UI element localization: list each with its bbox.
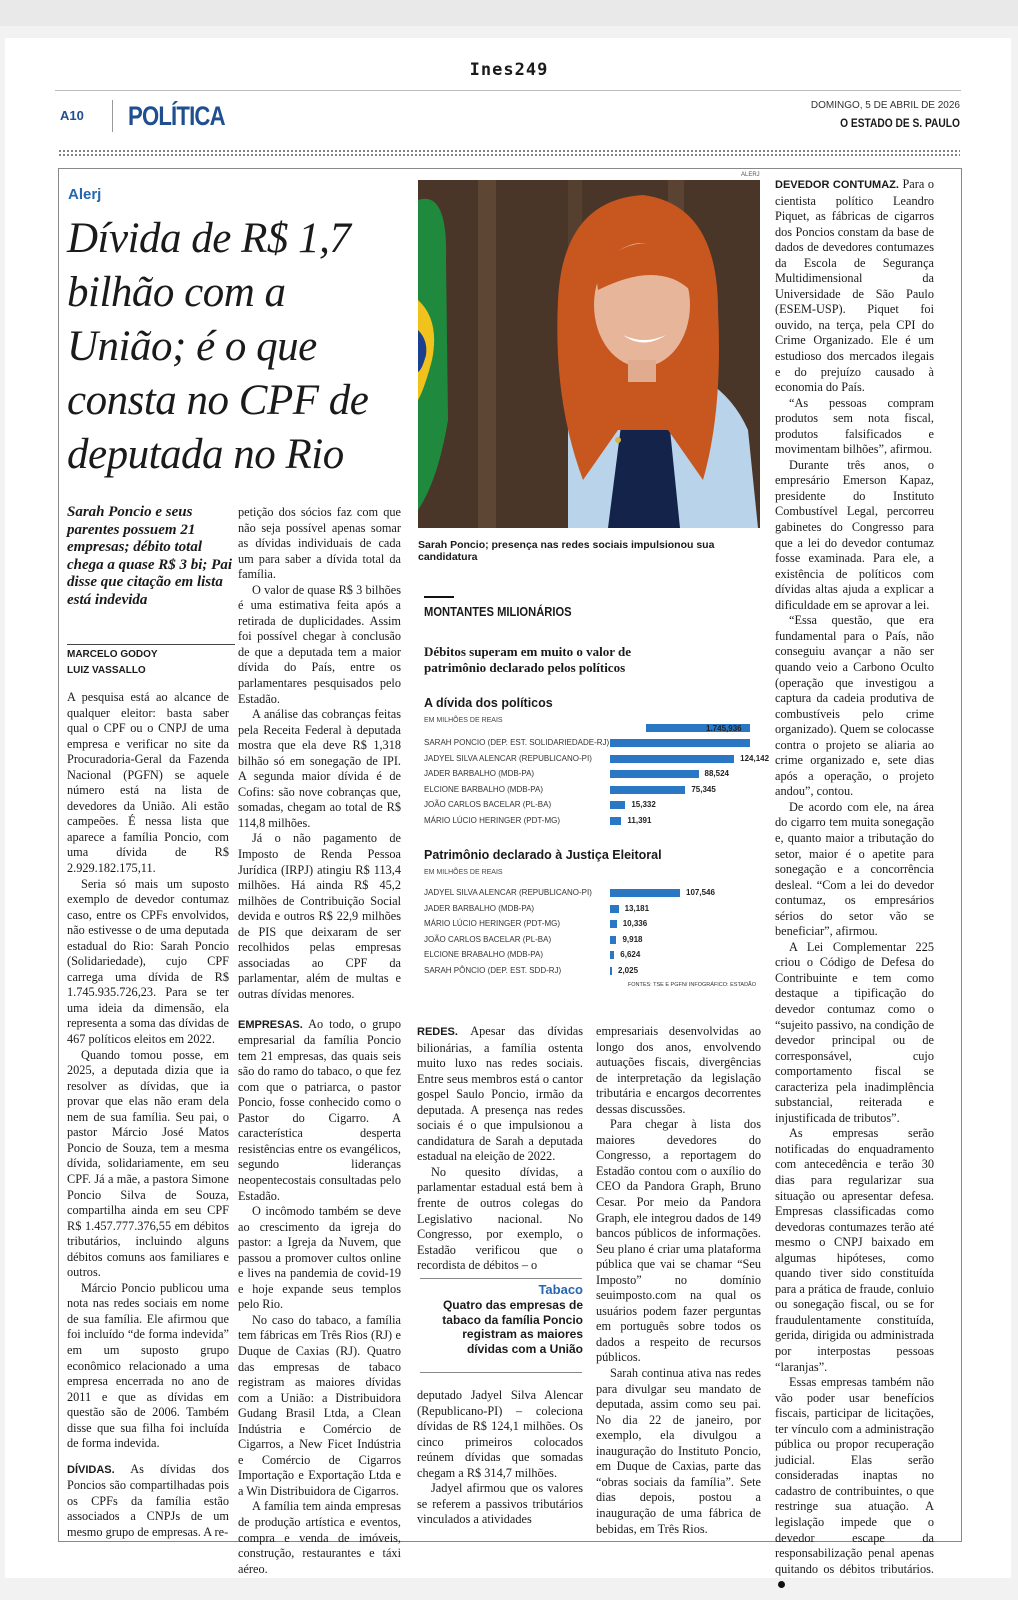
chart-category-label: MÁRIO LÚCIO HERINGER (PDT-MG) (424, 815, 561, 825)
infographic-rule (424, 596, 454, 598)
paragraph: A análise das cobranças feitas pela Receita Federal à deputada mostra que ela deve R$ 1,318 bilhão só em sonegação de IPI. A segunda maior dívida é de Cofins: são nove cobranças que, somadas, chegam ao total de R$ 114,8 milhões. (238, 707, 401, 830)
paragraph: A pesquisa está ao alcance de qualquer eleitor: basta saber qual o CPF ou o CNPJ de uma empresa e verificar no site da Procuradoria-Geral da Fazenda Nacional (PGFN) se aquele número está na lista de devedores da União. Ali estão campeões. É nessa lista que aparece a família Poncio, com uma dívida de R$ 2.929.182.175,11. (67, 690, 229, 876)
chart-bar (610, 905, 619, 913)
chart-category-label: JADYEL SILVA ALENCAR (REPUBLICANO-PI) (424, 888, 592, 897)
dotted-divider (58, 149, 960, 157)
header-rule (55, 90, 961, 91)
paragraph (775, 177, 934, 396)
paper-name: O ESTADO DE S. PAULO (840, 116, 960, 130)
chart-value-label: 75,345 (691, 784, 716, 794)
byline (67, 644, 235, 679)
chart-value-label: 9,918 (622, 934, 643, 944)
chart-bar (610, 967, 612, 975)
paragraph (775, 1375, 934, 1593)
chart-value-label: 11,391 (627, 815, 652, 825)
paragraph: Márcio Poncio publicou uma nota nas redes sociais em nome de sua família. Ele afirmou que foi incluído “de forma indevida” em um suposto grupo econômico relacionado a uma empresa encerrada no ano de 2011 e que as dívidas em questão são de 2006. Também disse que sua filha foi incluída de forma indevida. (67, 1280, 229, 1451)
chart-category-label: SARAH PONCIO (DEP. EST. SOLIDARIEDADE-RJ) (424, 738, 610, 747)
chart-category-label: JADYEL SILVA ALENCAR (REPUBLICANO-PI) (424, 753, 592, 763)
chart-bar (610, 889, 680, 897)
paragraph: A Lei Complementar 225 criou o Código de Defesa do Contribuinte e tem como destaque a tipificação do devedor contumaz como o “sujeito passivo, na condição de devedor principal ou de corresponsável, cujo comportamento fiscal se caracteriza pela inadimplência substancial, reiterada e injustificada de tributos”. (775, 939, 934, 1125)
chart-unit-assets: EM MILHÕES DE REAIS (424, 869, 503, 876)
infographic (418, 596, 770, 996)
end-mark (778, 1581, 785, 1588)
lead-in: EMPRESAS. (238, 1018, 303, 1031)
paragraph: “As pessoas compram produtos sem nota fiscal, produtos falsificados e movimentam bilhões”, afirmou. (775, 395, 934, 457)
paragraph: Jadyel afirmou que os valores se referem a passivos tributários vinculados a atividades (417, 1481, 583, 1527)
paragraph-text: As dívidas dos Poncios são compartilhadas pois os CPFs da família estão associados a CNPJs de um mesmo grupo de empresas. A re- (67, 1461, 229, 1539)
chart-category-label: JOÃO CARLOS BACELAR (PL-BA) (424, 934, 552, 944)
chart-category-label: JADER BARBALHO (MDB-PA) (424, 769, 535, 778)
sidebar-tag: Tabaco (538, 1282, 583, 1297)
paragraph-text: Apesar das dívidas bilionárias, a família ostenta muito luxo nas redes sociais. Entre seus membros está o cantor gospel Saulo Poncio, irmão da deputada. A presença nas redes sociais é o que impulsionou a candidatura de Sarah a deputada estadual na eleição de 2022. (417, 1024, 583, 1164)
text-column-3b (417, 1388, 583, 1528)
text-column-3 (417, 1024, 583, 1274)
chart-category-label: SARAH PÔNCIO (DEP. EST. SDD-RJ) (424, 965, 562, 975)
chart-bar (610, 951, 614, 959)
sidebar-rule-top (420, 1278, 582, 1279)
chart-bar (610, 936, 616, 944)
top-bar (0, 0, 1018, 26)
chart-heading-debts: A dívida dos políticos (424, 696, 553, 710)
subheadline: Sarah Poncio e seus parentes possuem 21 empresas; débito total chega a quase R$ 3 bi; Pai disse que citação em lista está indevida (67, 504, 232, 608)
paragraph: A família tem ainda empresas de produção artística e eventos, compra e venda de imóveis, construção, restaurantes e táxi aéreo. (238, 1499, 401, 1576)
portrait-illustration (418, 180, 760, 528)
chart-bar (610, 920, 617, 928)
chart-bar (610, 801, 625, 809)
chart-category-label: JOÃO CARLOS BACELAR (PL-BA) (424, 800, 552, 809)
watermark-handle: Ines249 (469, 60, 549, 80)
paragraph-text: Para o cientista político Leandro Piquet, as fábricas de cigarros dos Poncios constam da base de dados de devedores contumazes da Escola de Segurança Multidimensional da Universidade de São Paulo (ESEM-USP). Piquet foi ouvido, na terça, pela CPI do Crime Organizado. Ele é um estudioso dos mercados ilegais e do prejuízo causado à economia do País. (775, 177, 934, 395)
infographic-subtitle: Débitos superam em muito o valor de patrimônio declarado pelos políticos (424, 644, 632, 675)
paragraph-text: Ao todo, o grupo empresarial da família Poncio tem 21 empresas, das quais seis são do ramo do tabaco, o que fez com que o patriarca, o pastor Poncio, fosse conhecido como o Pastor do Cigarro. A característica desperta resistências entre os evangélicos, segundo lideranças neopentecostais consultadas pelo Estadão. (238, 1016, 401, 1203)
chart-value-label: 1.745,936 (706, 724, 742, 733)
chart-bar (610, 770, 699, 778)
chart-category-label: JADER BARBALHO (MDB-PA) (424, 903, 535, 913)
chart-value-label: 6,624 (620, 950, 641, 959)
text-column-2 (238, 505, 401, 1577)
paragraph: Para chegar à lista dos maiores devedores do Congresso, a reportagem do Estadão contou com o auxílio do CEO da Pandora Graph, Bruno Cesar. Por meio da Pandora Graph, ele integrou dados de 149 bancos públicos de informações. Seu plano é criar uma plataforma pública que vai se chamar “Seu Imposto” no domínio seuimposto.com na qual os usuários podem fazer perguntas em português sobre todos os dados a respeito de recursos públicos. (596, 1117, 761, 1365)
chart-category-label: MÁRIO LÚCIO HERINGER (PDT-MG) (424, 919, 561, 928)
text-column-5 (775, 177, 934, 1593)
section-title: POLÍTICA (128, 101, 225, 131)
paragraph: Sarah continua ativa nas redes para divulgar seu mandato de deputada, assim como seu pai. No dia 22 de janeiro, por exemplo, ela divulgou a inauguração do Instituto Poncio, em Duque de Caxias, parte das “obras sociais da família”. Sete dias depois, postou a inauguração de uma fábrica de bebidas, em Três Rios. (596, 1366, 761, 1536)
chart-unit-debts: EM MILHÕES DE REAIS (424, 717, 503, 724)
sidebar-text: Quatro das empresas de tabaco da família Poncio registram as maiores dívidas com a União (442, 1298, 583, 1356)
author-name: LUIZ VASSALLO (67, 665, 146, 676)
paragraph: Já o não pagamento de Imposto de Renda Pessoa Jurídica (IRPJ) atingiu R$ 113,4 milhões. Há ainda R$ 45,2 milhões de Contribuição Social devida e outros R$ 22,9 milhões de PIS que deixaram de ser recolhidos pelas empresas associadas ao CPF da parlamentar, além de multas e outras dívidas menores. (238, 831, 401, 1001)
chart-value-label: 88,524 (704, 769, 729, 778)
paragraph: Seria só mais um suposto exemplo de devedor contumaz caso, entre os CPFs envolvidos, não estivesse o de uma deputada estadual do Rio: Sarah Poncio (Solidariedade), cujo CPF carrega uma dívida de R$ 1.745.935.726,23. Para se ter uma ideia da dimensão, ela representa a soma das dívidas de 467 políticos eleitos em 2022. (67, 876, 229, 1047)
lead-in: REDES. (417, 1026, 458, 1038)
paragraph: No quesito dívidas, a parlamentar estadual está bem à frente de outros colegas do Legislativo nacional. No Congresso, por exemplo, o Estadão verificou que o recordista de débitos – o (417, 1164, 583, 1273)
infographic-title: MONTANTES MILIONÁRIOS (424, 604, 572, 619)
header-separator (112, 100, 113, 132)
chart-value-label: 15,332 (631, 800, 656, 809)
author-name: MARCELO GODOY (67, 649, 158, 660)
page-number: A10 (60, 108, 84, 123)
text-column-4 (596, 1024, 761, 1537)
chart-source: FONTES: TSE E PGFN/ INFOGRÁFICO: ESTADÃO (627, 982, 756, 988)
chart-value-label: 13,181 (624, 903, 650, 913)
chart-category-label: ELCIONE BRABALHO (MDB-PA) (424, 950, 543, 959)
paragraph (67, 1462, 229, 1541)
chart-bar (610, 817, 621, 825)
text-column-1 (67, 690, 229, 1541)
chart-value-label: 124,142 (740, 753, 770, 763)
sidebar-callout (428, 1282, 583, 1356)
paragraph: No caso do tabaco, a família tem fábricas em Três Rios (RJ) e Duque de Caxias (RJ). Quatro das empresas de tabaco registram as maiores dívidas com a União: a Distribuidora Gudang Brasil Ltda, a Clean Indústria e Comércio de Cigarros, a New Ficet Indústria e Comércio de Cigarros Importação e Exportação Ltda e a Win Distribuidora de Cigarros. (238, 1312, 401, 1498)
paragraph: empresariais desenvolvidas ao longo dos anos, envolvendo autuações fiscais, divergências de interpretação da legislação tributária e encargos decorrentes dessas discussões. (596, 1024, 761, 1116)
chart-value-label: 2,025 (618, 965, 639, 975)
chart-bar (610, 755, 734, 763)
chart-category-label: ELCIONE BARBALHO (MDB-PA) (424, 784, 543, 794)
paragraph (238, 1017, 401, 1205)
lead-in: DEVEDOR CONTUMAZ. (775, 179, 899, 191)
photo-credit: ALERJ (741, 172, 760, 178)
chart-bar (610, 739, 750, 747)
paragraph-text: Essas empresas também não vão poder usar benefícios fiscais, participar de licitações, ter vínculo com a administração pública ou propor recuperação judicial. Elas serão consideradas inaptas no cadastro de contribuintes, o que restringe sua atuação. A legislação impede que o devedor escape da responsabilização penal apenas quitando os débitos tributários. (775, 1375, 934, 1576)
paragraph: “Essa questão, que era fundamental para o País, não conseguiu avançar a não ser quando veio a Carbono Oculto (operação que investigou a captura da cadeia produtiva de combustíveis pelo crime organizado). Quem se colocasse contra o projeto se aliaria ao crime organizado e, sete dias após a operação, o projeto andou”, contou. (775, 613, 934, 799)
paragraph: Quando tomou posse, em 2025, a deputada dizia que ia resolver as dívidas, que ia provar que elas não eram dela nem de sua família. Seu pai, o pastor Márcio José Matos Poncio de Souza, tem a mesma dívida, solidariamente, em seu CPF. Já a mãe, a pastora Simone Poncio Silva de Souza, compartilha ainda em seu CPF R$ 1.457.777.376,55 em débitos tributários, incluindo alguns débitos comuns aos familiares e outros. (67, 1047, 229, 1280)
paragraph: De acordo com ele, na área do cigarro tem muita sonegação e, quanto maior a tributação do setor, maior é o apetite para sonegação e a concorrência desleal. “Com a lei do devedor contumaz, os empresários sérios do setor vão se beneficiar”, afirmou. (775, 799, 934, 939)
photo-caption: Sarah Poncio; presença nas redes sociais impulsionou sua candidatura (418, 539, 715, 563)
paragraph: As empresas serão notificadas do enquadramento com antecedência e terão 30 dias para regularizar sua situação ou apresentar defesa. Empresas classificadas como devedoras contumazes terão até mesmo o CNPJ baixado em algumas hipóteses, como quando tiver sido constituída para a prática de fraude, conluio ou sonegação fiscal, ou se for fraudulentamente constituída, gerida, dirigida ou administrada por interpostas pessoas “laranjas”. (775, 1126, 934, 1374)
edition-date: DOMINGO, 5 DE ABRIL DE 2026 (810, 100, 960, 111)
chart-heading-assets: Patrimônio declarado à Justiça Eleitoral (424, 848, 662, 862)
paragraph: petição dos sócios faz com que não seja possível apenas somar as dívidas individuais de cada um para saber a dívida total da família. (238, 505, 401, 582)
paragraph: O incômodo também se deve ao crescimento da igreja do pastor: a Igreja da Nuvem, que passou a promover cultos online e lives na pandemia de covid-19 e hoje expande seus templos pelo Rio. (238, 1204, 401, 1312)
paragraph: deputado Jadyel Silva Alencar (Republicano-PI) – coleciona dívidas de R$ 124,1 milhões. Os cinco primeiros colocados reúnem dívidas que somadas chegam a R$ 314,7 milhões. (417, 1388, 583, 1480)
article-tag: Alerj (68, 186, 102, 203)
portrait-photo (418, 180, 760, 528)
headline: Dívida de R$ 1,7 bilhão com a União; é o que consta no CPF de deputada no Rio (67, 215, 369, 478)
sidebar-rule-bottom (420, 1372, 582, 1373)
chart-value-label: 107,546 (686, 888, 715, 897)
paragraph: Durante três anos, o empresário Emerson Kapaz, presidente do Instituto Combustível Legal, percorreu gabinetes do Congresso para que a lei do devedor contumaz fosse examinada. Para ele, a existência de políticos com dívidas altas ajuda a explicar a dificuldade em se aprovar a lei. (775, 457, 934, 612)
paragraph (417, 1024, 583, 1165)
paragraph: O valor de quase R$ 3 bilhões é uma estimativa feita após a retirada de duplicidades. Assim foi possível chegar à conclusão de que a deputada tem a maior dívida do País, entre os parlamentares pesquisados pelo Estadão. (238, 582, 401, 706)
chart-bar (610, 786, 685, 794)
lead-in: DÍVIDAS. (67, 1463, 115, 1476)
chart-value-label: 10,336 (622, 919, 648, 928)
